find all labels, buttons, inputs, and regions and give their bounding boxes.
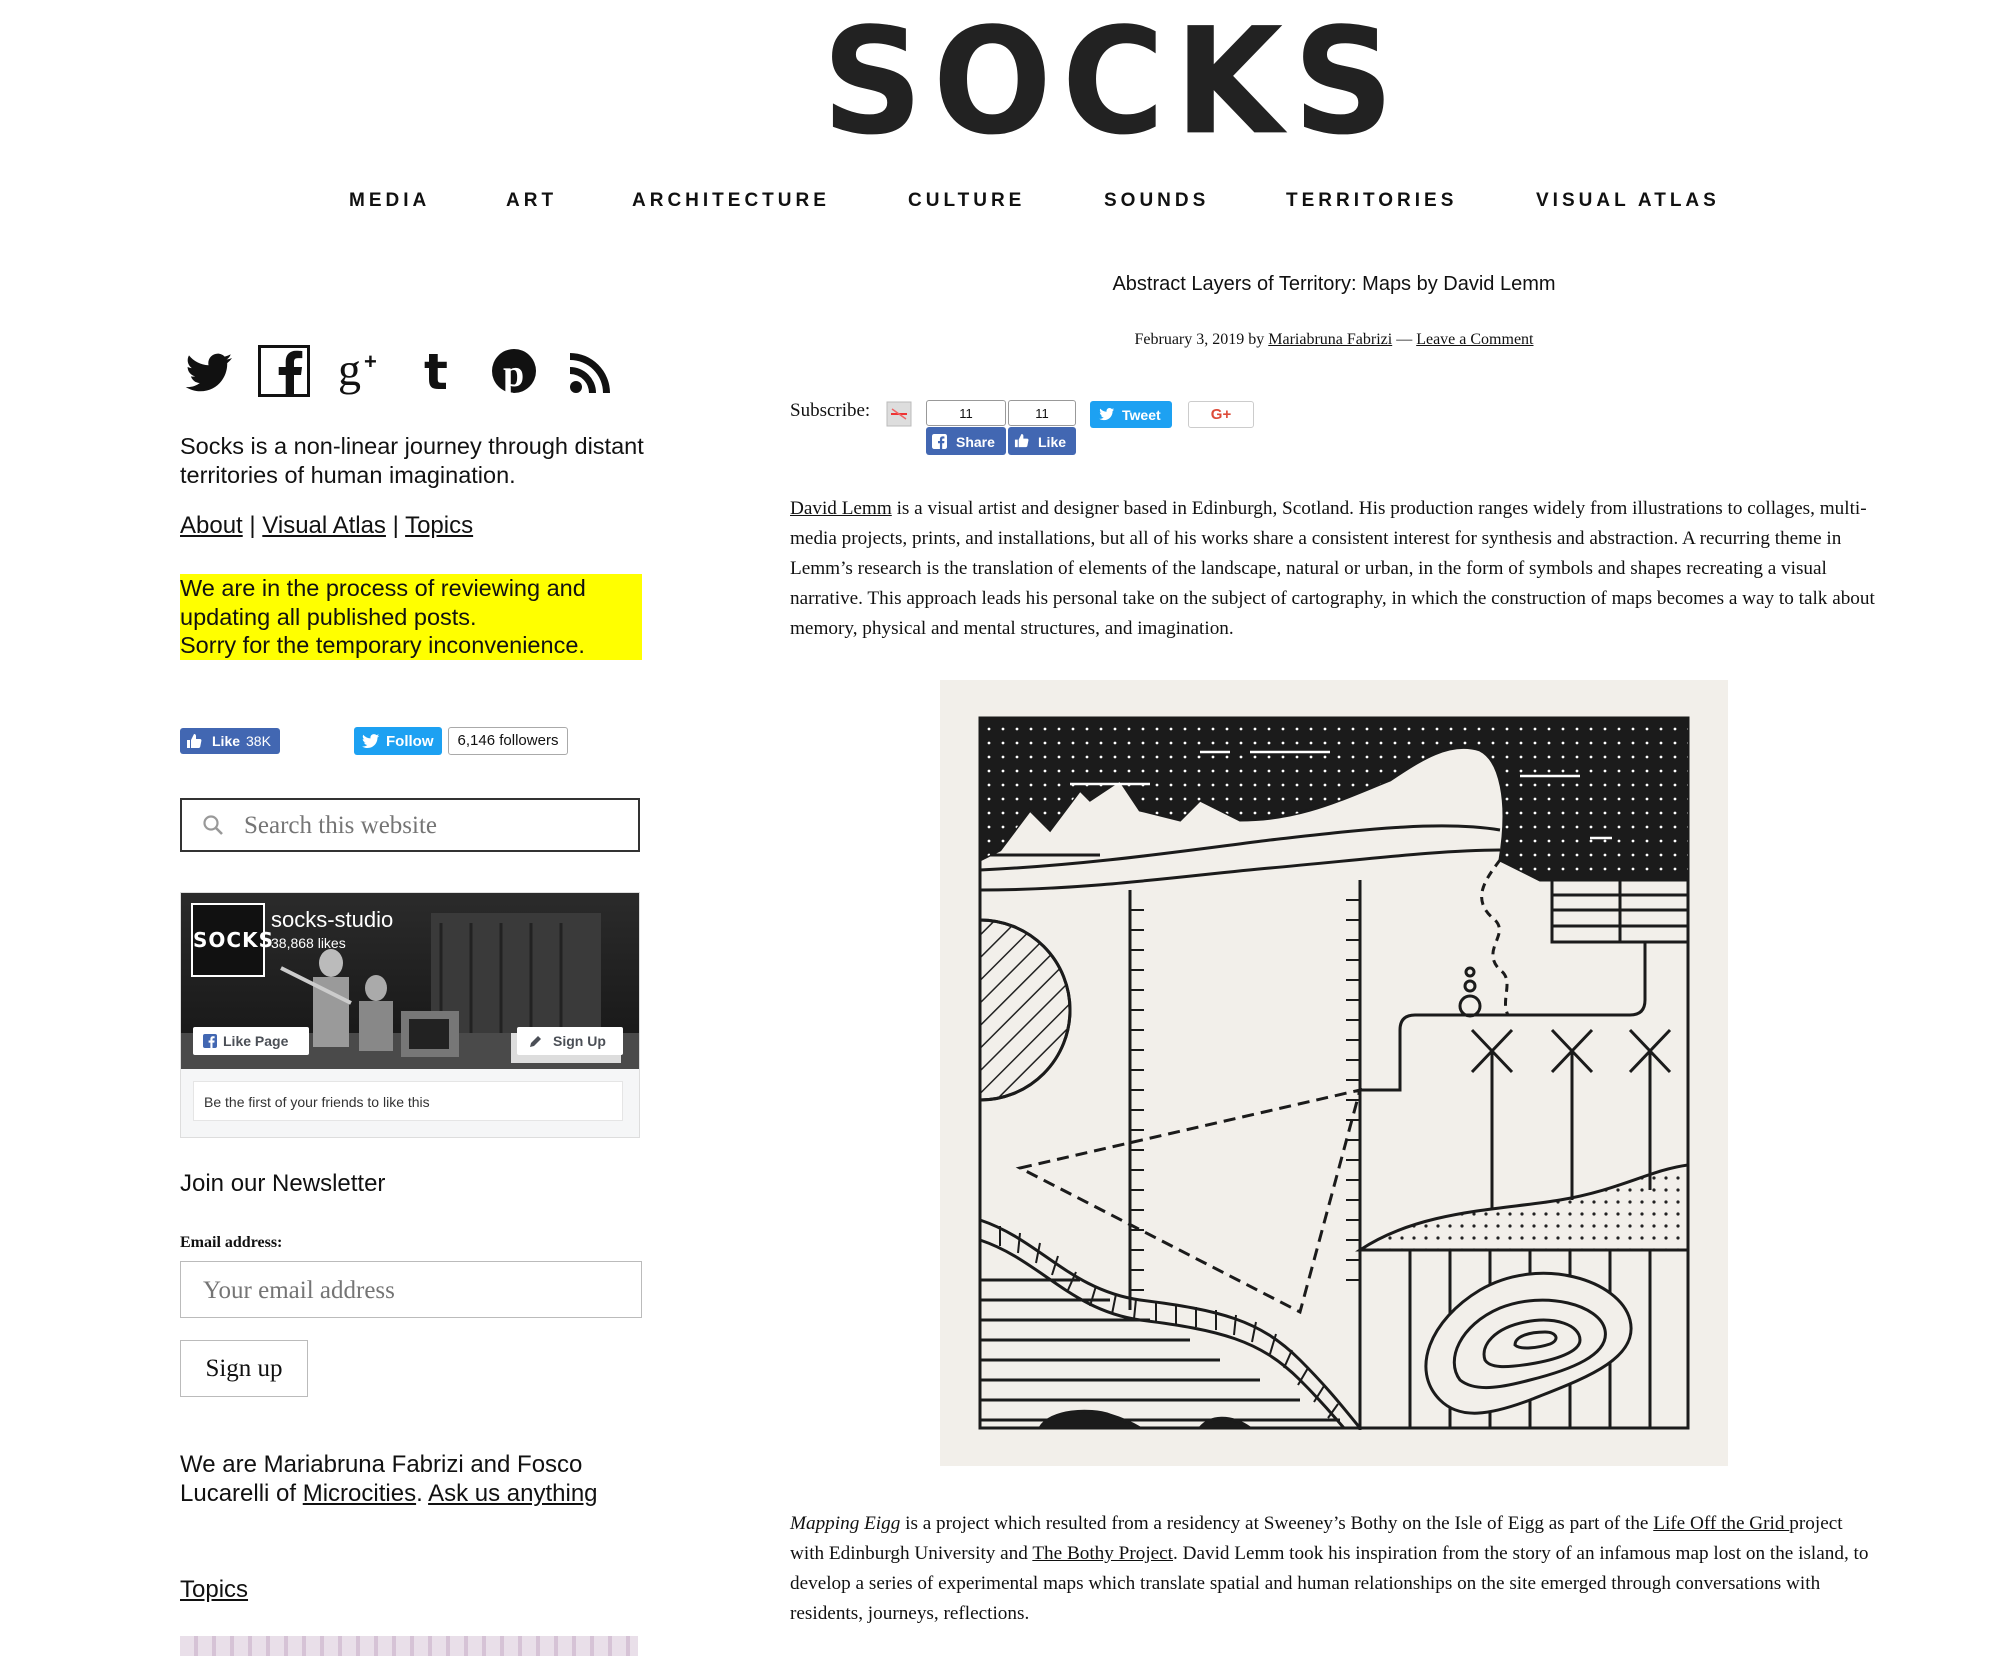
newsletter-title: Join our Newsletter [180,1170,386,1197]
tumblr-icon[interactable] [412,345,464,397]
article-by: by [1248,331,1265,348]
topics-image-strip [180,1636,638,1656]
para2-text-2: project with Edinburgh University and [790,1513,1843,1564]
author-link[interactable]: Mariabruna Fabrizi [1268,331,1393,348]
svg-text:t: t [424,345,448,397]
svg-text:g: g [338,345,361,395]
facebook-icon[interactable] [258,345,310,397]
article-paragraph-2 [790,1509,1875,1629]
article-date: February 3, 2019 [1134,331,1245,348]
facebook-page-widget [180,892,640,1138]
para2-text-1: is a project which resulted from a residency at Sweeney’s Bothy on the Isle of Eigg as part of the [900,1513,1654,1534]
microcities-link[interactable]: Microcities [302,1480,417,1507]
sidebar-links [180,512,473,540]
email-input[interactable] [201,1272,625,1310]
para2-text-3: . David Lemm took his inspiration from the story of an infamous map lost on the island, to develop a series of experimental maps which translate spatial and human relationships on the site emerged through conversations with residents, journeys, reflections. [790,1543,1869,1624]
fb-share-button[interactable] [926,427,1006,455]
nav-territories[interactable]: TERRITORIES [1286,190,1458,211]
topics-heading-link[interactable]: Topics [180,1576,249,1603]
pencil-icon [529,1034,543,1048]
nav-media[interactable]: MEDIA [349,190,431,211]
mapping-eigg-title: Mapping Eigg [790,1513,901,1534]
nav-architecture[interactable]: ARCHITECTURE [632,190,830,211]
search-box [180,798,640,852]
twitter-icon [362,734,380,749]
share-count: 11 [926,400,1006,426]
google-plus-button[interactable]: G+ [1188,401,1254,428]
about-us-text [180,1450,650,1508]
twitter-follow-label: Follow [386,733,434,750]
tweet-label: Tweet [1122,407,1161,423]
life-off-grid-link[interactable]: Life Off the Grid [1653,1513,1790,1534]
newsletter-signup-button[interactable]: Sign up [180,1340,308,1397]
notice-text: We are in the process of reviewing and updating all published posts. [180,575,586,630]
fb-like-page-button[interactable] [193,1027,309,1055]
subscribe-label: Subscribe: [790,400,871,421]
fb-sign-up-button[interactable] [517,1027,623,1055]
nav-culture[interactable]: CULTURE [908,190,1026,211]
thumbs-up-icon [186,733,202,749]
article-map-illustration [940,680,1728,1466]
pinterest-icon[interactable] [488,345,540,397]
meta-dash: — [1396,331,1413,348]
email-box [180,1261,642,1318]
topics-link[interactable]: Topics [405,512,474,539]
fb-page-avatar[interactable]: SOCKS [191,903,265,977]
fb-like-button[interactable] [180,728,280,754]
article-meta [1000,331,1668,349]
nav-art[interactable]: ART [506,190,558,211]
fb-page-likes: 38,868 likes [271,935,346,951]
fb-like-page-label: Like Page [223,1033,289,1049]
fb-like-label: Like [212,733,241,749]
link-separator: | [392,512,399,539]
svg-text:+: + [364,349,377,374]
fb-page-name[interactable]: socks-studio [271,907,394,932]
facebook-icon [932,434,947,449]
site-logo[interactable]: SOCKS [822,0,1404,169]
facebook-icon [203,1034,217,1048]
nav-sounds[interactable]: SOUNDS [1104,190,1210,211]
notice-banner [180,574,642,660]
rss-icon[interactable] [566,345,618,397]
fb-like-count: 38K [246,733,271,749]
bothy-project-link[interactable]: The Bothy Project [1032,1543,1174,1564]
twitter-icon [1099,408,1115,421]
search-icon [202,814,224,836]
site-tagline: Socks is a non-linear journey through distant territories of human imagination. [180,433,644,488]
article-paragraph-1 [790,494,1875,644]
tweet-button[interactable] [1090,401,1172,428]
fb-friends-text: Be the first of your friends to like this [193,1081,623,1121]
about-us-text-1: We are Mariabruna Fabrizi and Fosco Lucarelli of [180,1451,583,1507]
fb-article-like-label: Like [1038,434,1067,450]
twitter-icon[interactable] [184,345,236,397]
visual-atlas-link[interactable]: Visual Atlas [262,512,386,539]
fb-sign-up-label: Sign Up [553,1033,606,1049]
twitter-follow-button[interactable] [354,727,442,755]
leave-comment-link[interactable]: Leave a Comment [1416,331,1534,348]
svg-text:p: p [503,353,525,395]
article-title: Abstract Layers of Territory: Maps by David Lemm [1112,273,1556,295]
about-link[interactable]: About [180,512,243,539]
fb-article-like-button[interactable] [1008,427,1076,455]
search-input[interactable] [242,808,626,844]
fb-cover-photo [181,893,639,1069]
nav-visual-atlas[interactable]: VISUAL ATLAS [1536,190,1720,211]
email-label: Email address: [180,1234,283,1251]
link-separator: | [249,512,256,539]
notice-text-2: Sorry for the temporary inconvenience. [180,632,585,658]
fb-share-label: Share [956,434,995,450]
like-count: 11 [1008,400,1076,426]
rss-broken-icon[interactable] [886,401,912,427]
para1-text: is a visual artist and designer based in Edinburgh, Scotland. His production ranges widely from illustrations to collages, multi-media projects, prints, and installations, but all of his works share a consistent interest for synthesis and abstraction. A recurring theme in Lemm’s research is the translation of elements of the landscape, natural or urban, in the form of symbols and shapes recreating a visual narrative. This approach leads his personal take on the subject of cartography, in which the construction of maps becomes a way to talk about memory, physical and mental structures, and imagination. [790,498,1875,639]
ask-us-link[interactable]: Ask us anything [428,1480,598,1507]
thumbs-up-icon [1014,433,1029,448]
main-nav [0,190,2000,220]
david-lemm-link[interactable]: David Lemm [790,498,892,519]
about-us-text-2: . [416,1480,429,1507]
twitter-follower-count[interactable]: 6,146 followers [448,727,568,755]
google-plus-icon[interactable] [336,345,388,397]
